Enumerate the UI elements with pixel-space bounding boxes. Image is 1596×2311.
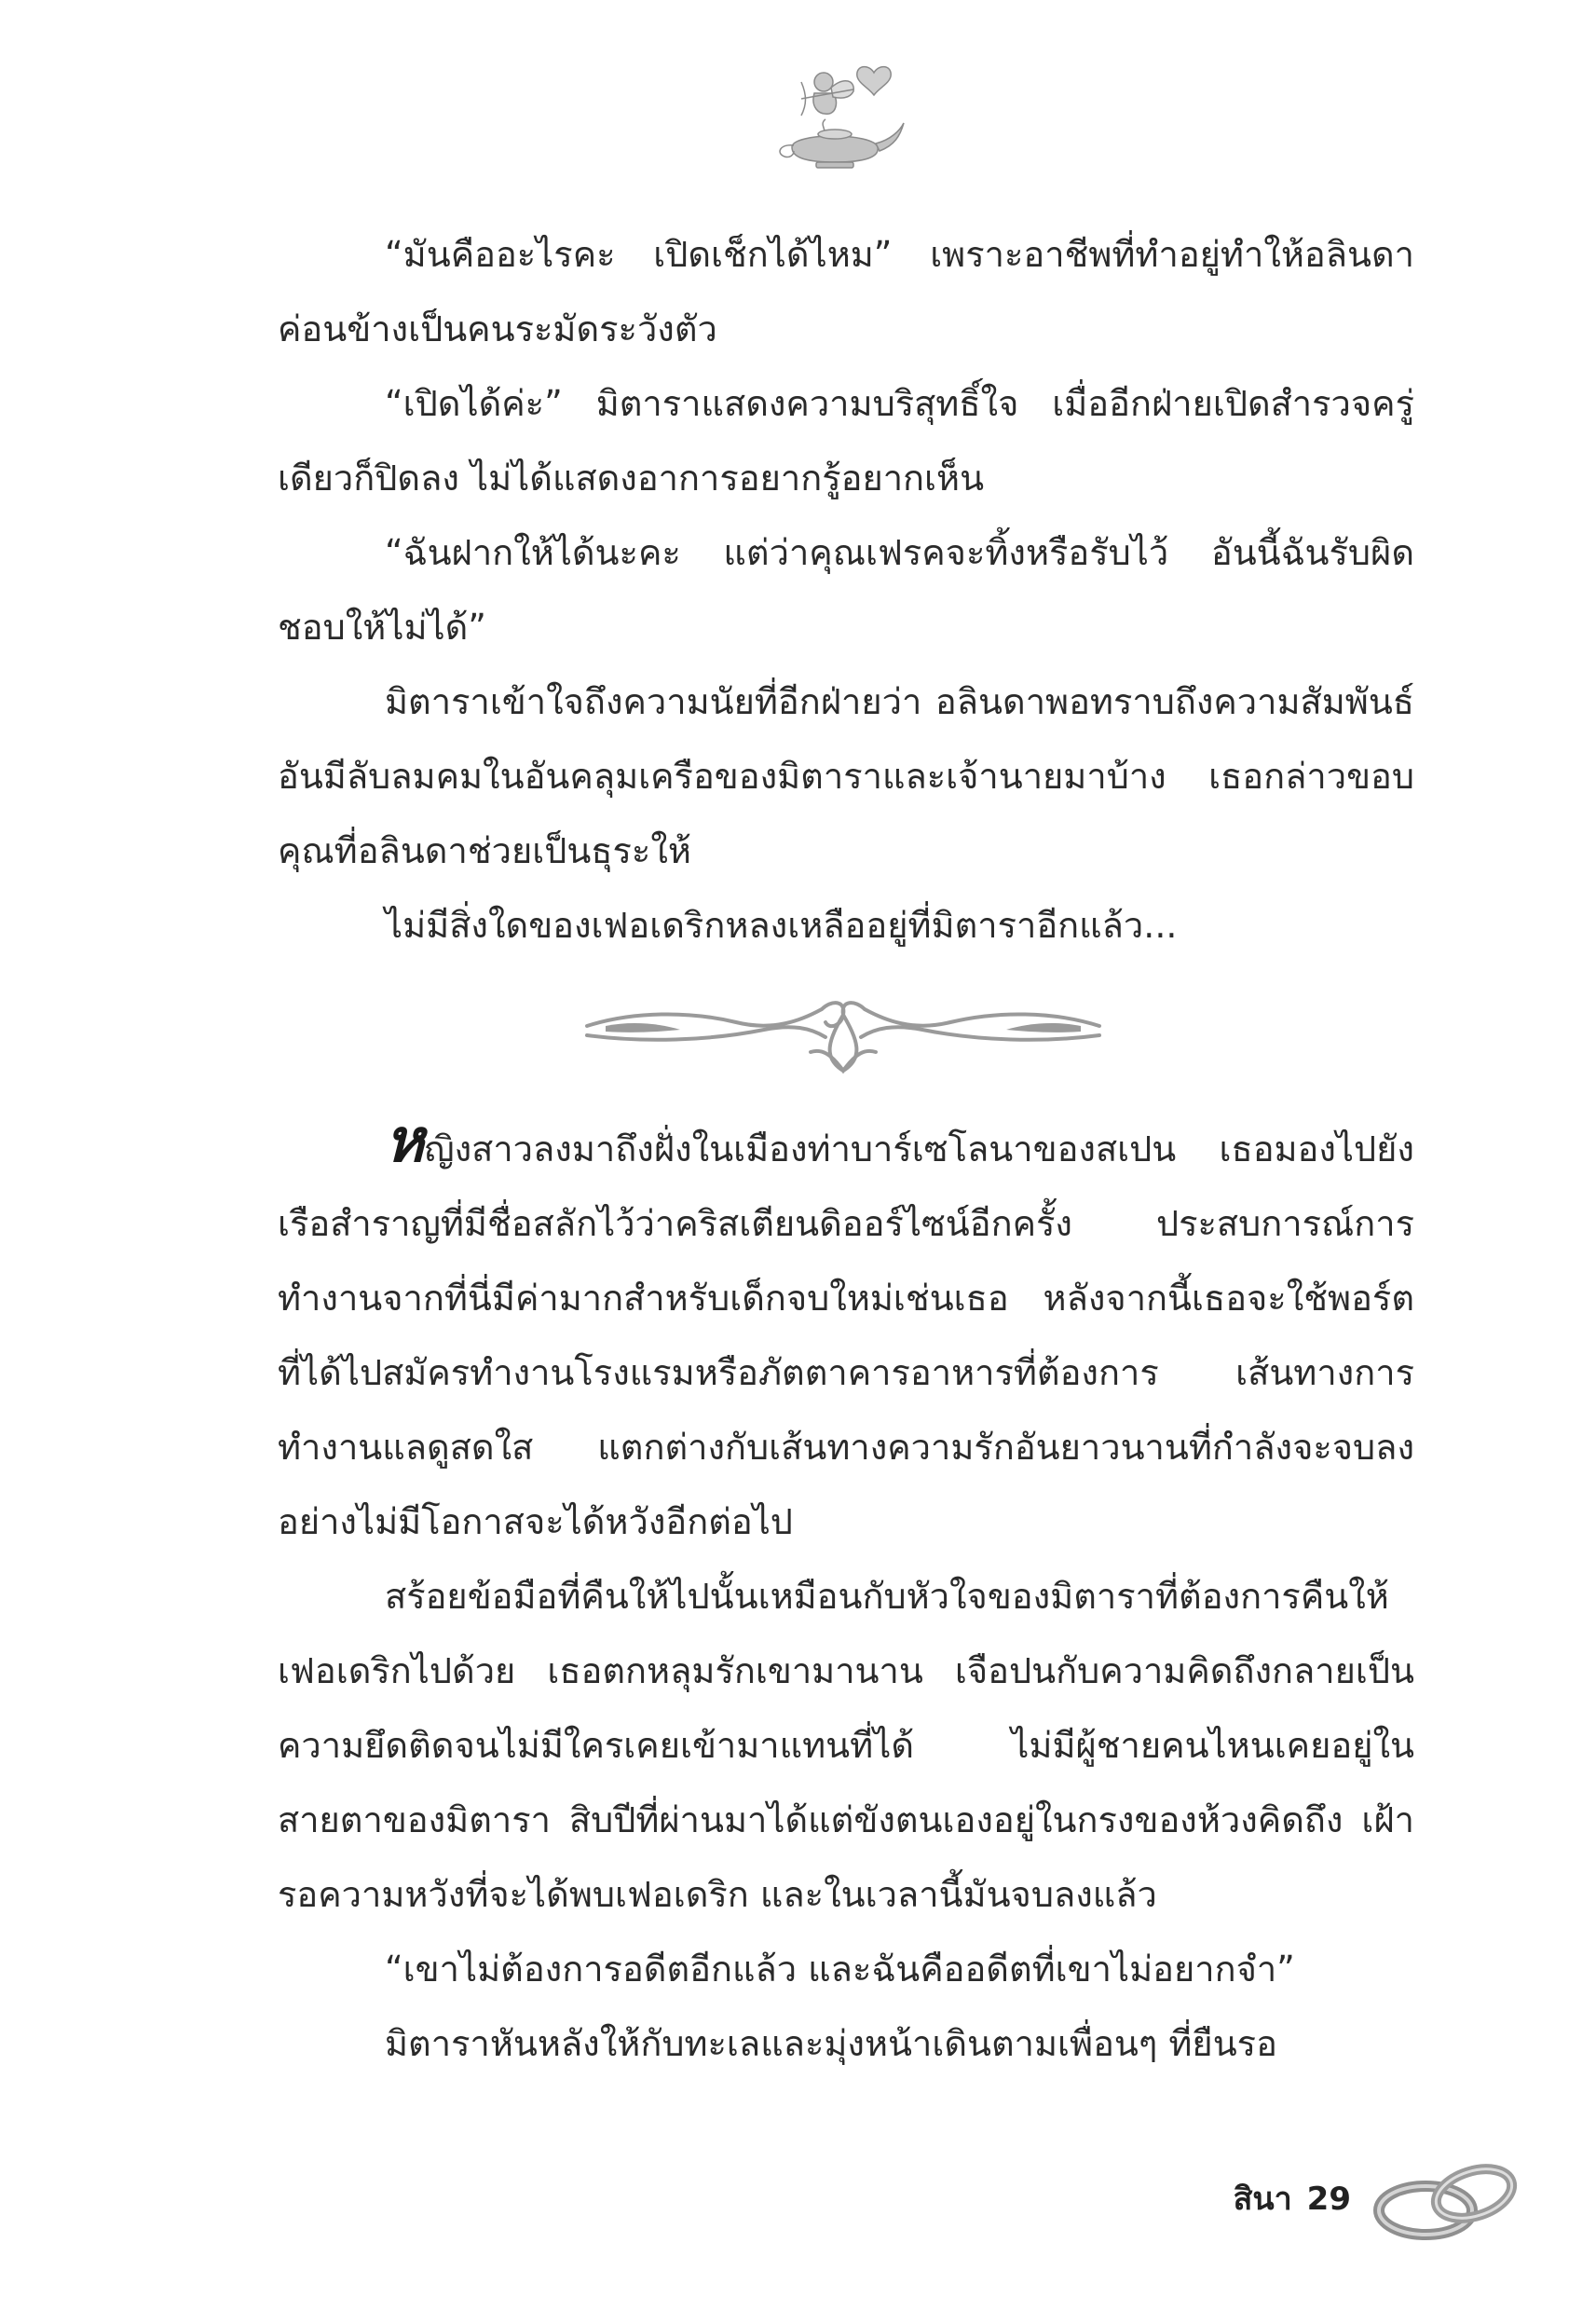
drop-initial: ห <box>385 1106 425 1176</box>
paragraph: ไม่มีสิ่งใดของเฟอเดริกหลงเหลืออยู่ที่มิตาราอีกแล้ว... <box>385 905 1178 946</box>
book-title: สินา <box>1233 2181 1292 2218</box>
page-number: 29 <box>1306 2181 1351 2218</box>
paragraph <box>278 1106 1414 1559</box>
wedding-rings-icon <box>1370 2153 1528 2246</box>
text-section-1 <box>278 217 1414 963</box>
paragraph: “มันคืออะไรคะ เปิดเช็กได้ไหม” เพราะอาชีพที่ทำอยู่ทำให้อลินดาค่อนข้างเป็นคนระมัดระวังตัว <box>278 234 1414 349</box>
page-footer <box>1165 2173 1351 2223</box>
paragraph: “เขาไม่ต้องการอดีตอีกแล้ว และฉันคืออดีตที่เขาไม่อยากจำ” <box>385 1949 1295 1990</box>
paragraph: สร้อยข้อมือที่คืนให้ไปนั้นเหมือนกับหัวใจของมิตาราที่ต้องการคืนให้เฟอเดริกไปด้วย เธอตกหลุมรักเขามานาน เจือปนกับความคิดถึงกลายเป็นความยึดติดจนไม่มีใครเคยเข้ามาแทนที่ได้ ไม่มีผู้ชายคนไหนเคยอยู่ในสายตาของมิตารา สิบปีที่ผ่านมาได้แต่ขังตนเองอยู่ในกรงของห้วงคิดถึง เฝ้ารอความหวังที่จะได้พบเฟอเดริก และในเวลานี้มันจบลงแล้ว <box>278 1576 1414 1915</box>
paragraph: มิตาราเข้าใจถึงความนัยที่อีกฝ่ายว่า อลินดาพอทราบถึงความสัมพันธ์อันมีลับลมคมในอันคลุมเครือของมิตาราและเจ้านายมาบ้าง เธอกล่าวขอบคุณที่อลินดาช่วยเป็นธุระให้ <box>278 681 1414 871</box>
paragraph: มิตาราหันหลังให้กับทะเลและมุ่งหน้าเดินตามเพื่อนๆ ที่ยืนรอ <box>385 2023 1277 2064</box>
flourish-divider-icon <box>578 983 1109 1081</box>
paragraph-text: ญิงสาวลงมาถึงฝั่งในเมืองท่าบาร์เซโลนาของสเปน เธอมองไปยังเรือสำราญที่มีชื่อสลักไว้ว่าคริสเตียนดิออร์ไซน์อีกครั้ง ประสบการณ์การทำงานจากที่นี่มีค่ามากสำหรับเด็กจบใหม่เช่นเธอ หลังจากนี้เธอจะใช้พอร์ตที่ได้ไปสมัครทำงานโรงแรมหรือภัตตาคารอาหารที่ต้องการ เส้นทางการทำงานแลดูสดใส แตกต่างกับเส้นทางความรักอันยาวนานที่กำลังจะจบลงอย่างไม่มีโอกาสจะได้หวังอีกต่อไป <box>278 1128 1414 1542</box>
paragraph: “เปิดได้ค่ะ” มิตาราแสดงความบริสุทธิ์ใจ เมื่ออีกฝ่ายเปิดสำรวจครู่เดียวก็ปิดลง ไม่ได้แสดงอาการอยากรู้อยากเห็น <box>278 383 1414 499</box>
cupid-teapot-ornament-icon <box>764 54 913 175</box>
text-section-2 <box>278 1106 1414 2081</box>
paragraph: “ฉันฝากให้ได้นะคะ แต่ว่าคุณเฟรคจะทิ้งหรือรับไว้ อันนี้ฉันรับผิดชอบให้ไม่ได้” <box>278 532 1414 648</box>
